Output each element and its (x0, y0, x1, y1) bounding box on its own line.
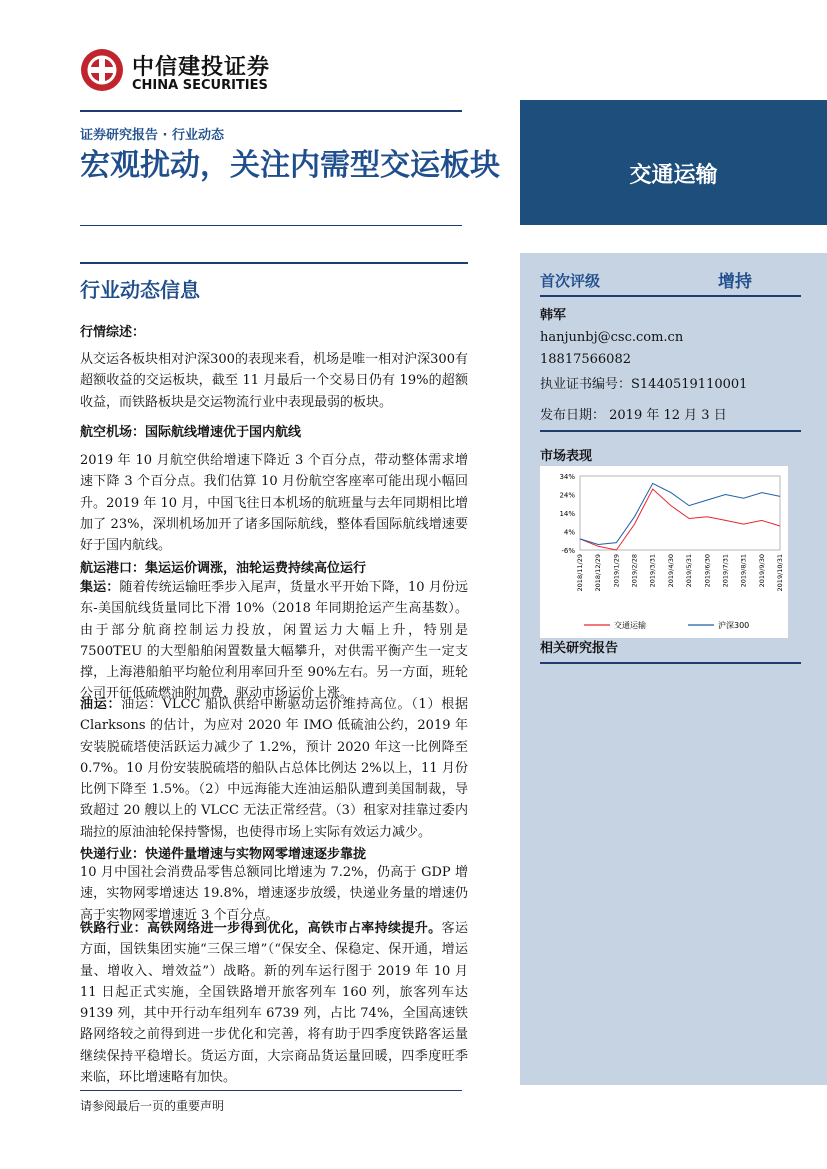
oil-paragraph (80, 694, 468, 843)
y-tick-label: 24% (559, 491, 575, 500)
rating-value: 增持 (718, 272, 752, 292)
x-tick-label: 2019/2/28 (630, 554, 639, 588)
express-heading: 快递行业：快递件量增速与实物网零增速逐步靠拢 (80, 847, 367, 862)
y-tick-label: 14% (559, 510, 575, 518)
footer-divider (80, 1090, 462, 1091)
header-divider (80, 110, 462, 112)
brand-logo-icon (80, 48, 124, 92)
container-text: 随着传统运输旺季步入尾声，货量水平开始下降，10 月份远东-美国航线货量同比下滑 10%（2018 年同期抢运产生高基数）。由于部分航商控制运力投放，闲置运力大幅上升，特别是 7500TEU 的大型船舶闲置数量大幅攀升，对供需平衡产生一定支撑，上海港船舶平均舱位利用率回升至 90%左右。另一方面，班轮公司开征低硫燃油附加费，驱动市场运价上涨。 (80, 580, 468, 702)
brand-logo (80, 44, 320, 104)
section-divider (80, 262, 468, 264)
x-tick-label: 2018/11/29 (576, 554, 584, 592)
oil-lead: 油运： (80, 697, 122, 712)
rail-text: 客运方面，国铁集团实施“三保三增”（“保安全、保稳定、保开通，增运量、增收入、增效益”）战略。新的列车运行图于 2019 年 10 月 11 日起正式实施，全国铁路增开旅客列车 160 列，旅客列车达 9139 列，其中开行动车组列车 6739 列，占比 74%，全国高速铁路网络较之前得到进一步优化和完善，将有助于四季度铁路客运量继续保持平稳增长。货运方面，大宗商品货运量回暖，四季度旺季来临，环比增速略有加快。 (80, 921, 468, 1086)
y-tick-label: 34% (559, 473, 575, 481)
market-performance-heading: 市场表现 (540, 449, 593, 464)
x-tick-label: 2019/8/31 (739, 554, 748, 588)
x-tick-label: 2019/10/31 (776, 554, 784, 592)
market-performance-chart (540, 466, 788, 638)
legend-label: 沪深300 (718, 621, 750, 630)
x-tick-label: 2019/1/29 (612, 554, 621, 588)
y-tick-label: 4% (563, 528, 575, 537)
analyst-email[interactable]: hanjunbj@csc.com.cn (540, 330, 684, 345)
x-tick-label: 2019/7/31 (721, 554, 730, 588)
brand-name-cn: 中信建投证券 (132, 55, 271, 80)
analyst-phone: 18817566082 (540, 352, 631, 367)
rail-paragraph (80, 918, 468, 1088)
x-tick-label: 2019/9/30 (757, 554, 766, 588)
air-heading: 航空机场：国际航线增速优于国内航线 (80, 425, 302, 440)
analyst-name: 韩军 (540, 308, 567, 323)
sector-name: 交通运输 (629, 163, 718, 188)
title-divider (80, 225, 462, 226)
market-paragraph: 从交运各板块相对沪深300的表现来看，机场是唯一相对沪深300有超额收益的交运板块，截至 11 月最后一个交易日仍有 19%的超额收益，而铁路板块是交运物流行业中表现最弱的板块。 (80, 352, 468, 410)
x-tick-label: 2019/4/30 (666, 554, 675, 588)
express-paragraph: 10 月中国社会消费品零售总额同比增速为 7.2%，仍高于 GDP 增速，实物网零增速达 19.8%，增速逐步放缓，快递业务量的增速仍高于实物网零增速近 3 个百分点。 (80, 865, 468, 923)
x-tick-label: 2019/3/31 (648, 554, 657, 588)
chart-background (540, 466, 788, 638)
container-paragraph (80, 577, 468, 705)
report-type: 证券研究报告 · 行业动态 (80, 128, 224, 143)
date-divider (540, 430, 801, 432)
x-tick-label: 2019/6/30 (703, 554, 712, 588)
legend-label: 交通运输 (614, 621, 646, 630)
ship-heading: 航运港口：集运运价调涨，油轮运费持续高位运行 (80, 561, 367, 576)
x-tick-label: 2019/5/31 (685, 554, 694, 588)
oil-text: 油运：VLCC 船队供给中断驱动运价维持高位。（1）根据 Clarksons 的估计，为应对 2020 年 IMO 低硫油公约，2019 年安装脱硫塔使活跃运力减少了 1.2%，预计 2020 年这一比例降至 0.7%。10 月份安装脱硫塔的船队占总体比例达 2%以上，11 月份比例下降至 1.5%。（2）中远海能大连油运船队遭到美国制裁，导致超过 20 艘以上的 VLCC 无法正常经营。（3）租家对挂靠过委内瑞拉的原油油轮保持警惕，也使得市场上实际有效运力减少。 (80, 697, 468, 840)
footer-disclaimer: 请参阅最后一页的重要声明 (80, 1099, 225, 1113)
brand-name-en: CHINA SECURITIES (132, 78, 268, 93)
report-title: 宏观扰动，关注内需型交运板块 (80, 148, 500, 183)
rating-label: 首次评级 (540, 272, 601, 290)
y-tick-label: -6% (561, 547, 575, 555)
chart-divider (540, 662, 801, 664)
related-reports-heading: 相关研究报告 (540, 641, 619, 656)
market-heading: 行情综述： (80, 325, 146, 340)
section-title: 行业动态信息 (80, 278, 200, 302)
sector-banner (520, 100, 827, 225)
air-paragraph: 2019 年 10 月航空供给增速下降近 3 个百分点，带动整体需求增速下降 3 个百分点。我们估算 10 月份航空客座率可能出现小幅回升。2019 年 10 月，中国飞往日本机场的航班量与去年同期相比增加了 23%，深圳机场加开了诸多国际航线，整体看国际航线增速要好于国内航线。 (80, 453, 468, 554)
x-tick-label: 2018/12/29 (594, 554, 603, 592)
publish-date: 发布日期： 2019 年 12 月 3 日 (540, 408, 727, 423)
rating-divider (540, 295, 801, 297)
container-lead: 集运： (80, 580, 120, 595)
rail-lead: 铁路行业：高铁网络进一步得到优化，高铁市占率持续提升。 (80, 921, 442, 936)
analyst-license: 执业证书编号：S1440519110001 (540, 377, 748, 392)
